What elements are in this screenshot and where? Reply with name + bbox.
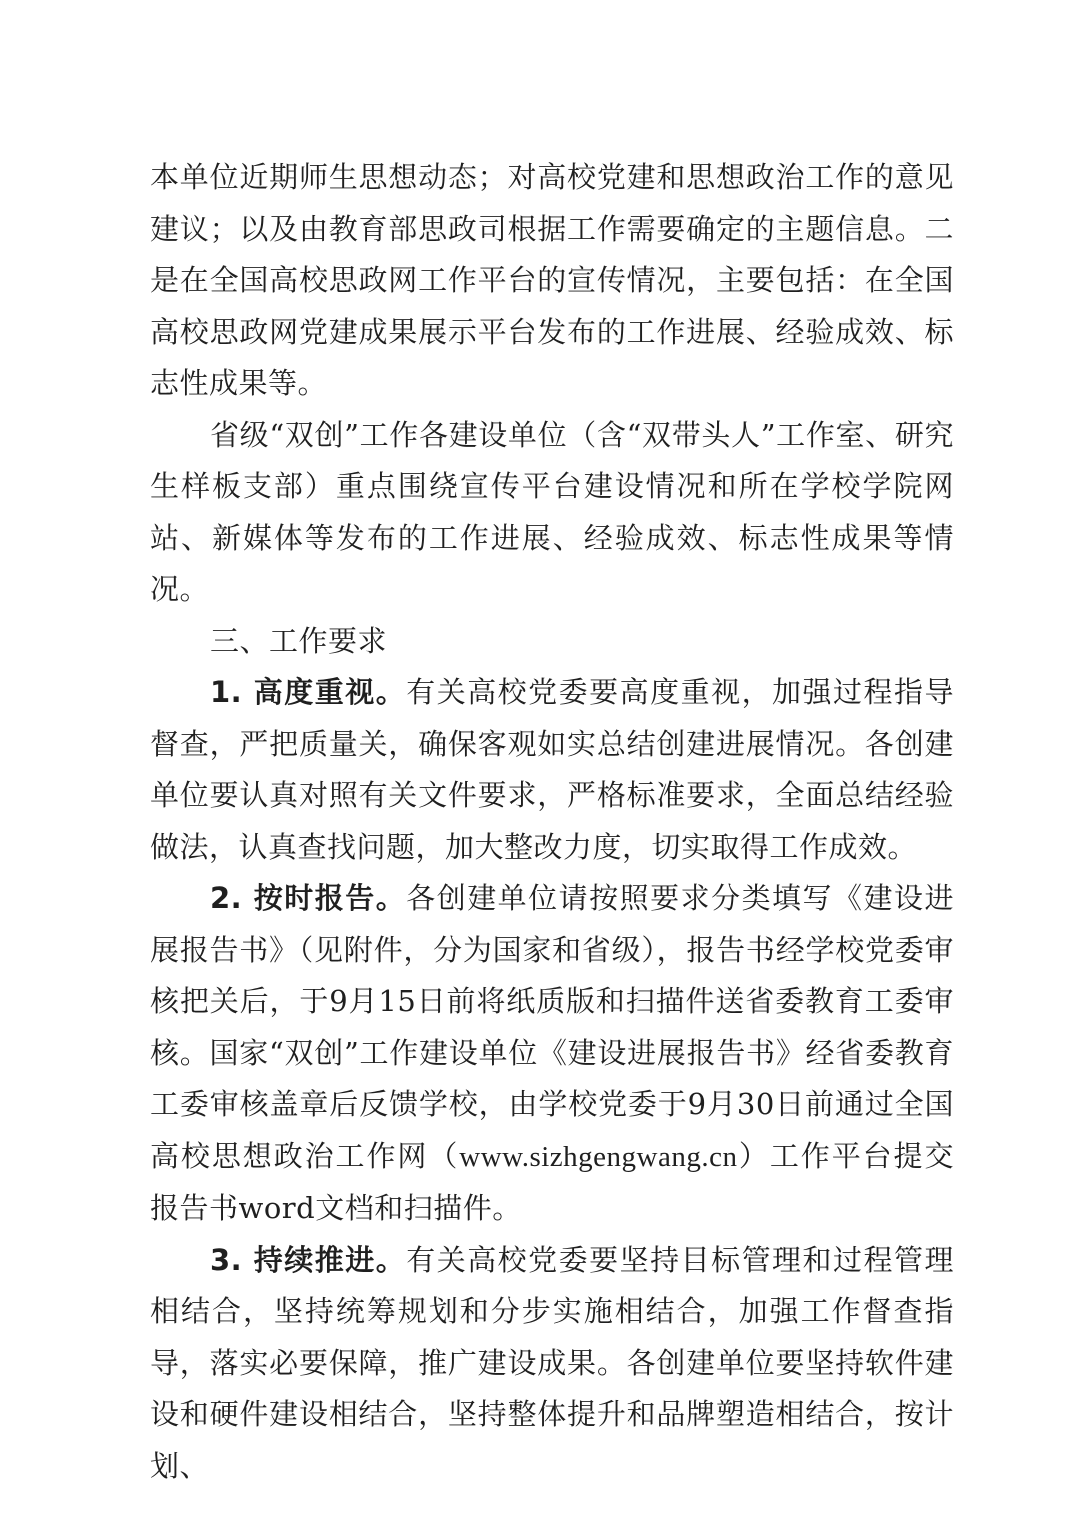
requirement-item-1 <box>150 667 954 873</box>
requirement-item-3-lead: 3. 持续推进。 <box>210 1242 407 1277</box>
requirement-item-1-text: 有关高校党委要高度重视，加强过程指导督查，严把质量关，确保客观如实总结创建进展情况。各创建单位要认真对照有关文件要求，严格标准要求，全面总结经验做法，认真查找问题，加大整改力度，切实取得工作成效。 <box>150 675 954 864</box>
paragraph-continued: 本单位近期师生思想动态；对高校党建和思想政治工作的意见建议；以及由教育部思政司根据工作需要确定的主题信息。二是在全国高校思政网工作平台的宣传情况，主要包括：在全国高校思政网党建成果展示平台发布的工作进展、经验成效、标志性成果等。 <box>150 160 954 400</box>
website-url: www.sizhgengwang.cn <box>459 1140 738 1173</box>
requirement-item-2-lead: 2. 按时报告。 <box>210 881 407 915</box>
requirement-item-3 <box>150 1235 954 1493</box>
document-page <box>150 152 954 1492</box>
section-heading: 三、工作要求 <box>210 623 388 658</box>
requirement-item-2-text-a: 各创建单位请按照要求分类填写《建设进展报告书》（见附件，分为国家和省级），报告书经学校党委审核把关后，于9月15日前将纸质版和扫描件送省委教育工委审核。国家“双创”工作建设单位《建设进展报告书》经省委教育工委审核盖章后反馈学校，由学校党委于9月30日前通过全国高校思想政治工作网（ <box>150 881 954 1173</box>
requirement-item-2 <box>150 873 954 1235</box>
requirement-item-1-lead: 1. 高度重视。 <box>210 675 407 709</box>
paragraph-provincial-units: 省级“双创”工作各建设单位（含“双带头人”工作室、研究生样板支部）重点围绕宣传平台建设情况和所在学校学院网站、新媒体等发布的工作进展、经验成效、标志性成果等情况。 <box>150 417 954 606</box>
requirement-item-2-text-b: ）工作平台提交报告书word文档和扫描件。 <box>150 1138 954 1225</box>
requirement-item-3-text: 有关高校党委要坚持目标管理和过程管理相结合，坚持统筹规划和分步实施相结合，加强工作督查指导，落实必要保障，推广建设成果。各创建单位要坚持软件建设和硬件建设相结合，坚持整体提升和品牌塑造相结合，按计划、 <box>150 1242 954 1483</box>
